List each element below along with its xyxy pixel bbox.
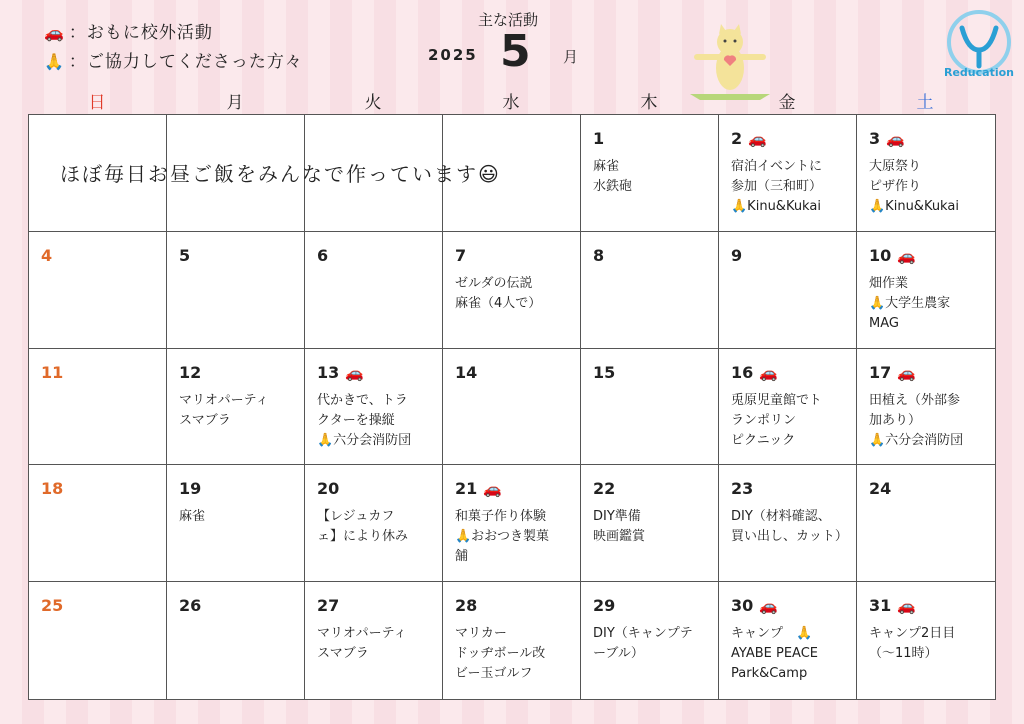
day-number — [41, 129, 156, 149]
day-number-text: 21 — [455, 479, 478, 499]
day-cell-6 — [305, 232, 443, 349]
car-icon: 🚗 — [897, 363, 916, 382]
activity-text: 【レジュカフ ェ】により休み — [317, 509, 409, 545]
day-cell-8 — [581, 232, 719, 349]
day-number-text: 14 — [455, 362, 478, 382]
day-number — [41, 596, 156, 616]
day-number — [179, 363, 294, 383]
car-icon: 🚗 — [897, 246, 916, 265]
day-number-text: 8 — [593, 245, 605, 265]
activity-text: マリオパーティ スマブラ — [179, 392, 269, 428]
day-cell-11 — [29, 349, 167, 466]
weekday-fri: 金 — [778, 93, 796, 113]
day-number-text: 1 — [593, 129, 605, 148]
day-number-text: 31 — [869, 596, 892, 616]
day-number — [869, 363, 985, 383]
praying-hands-icon: 🙏 — [44, 52, 65, 71]
day-number — [317, 129, 432, 149]
day-cell-7 — [443, 232, 581, 349]
day-number-text: 29 — [593, 596, 616, 616]
day-number-text: 13 — [317, 362, 340, 382]
activity-text: マリオパーティ スマブラ — [317, 626, 407, 662]
activity-text: マリカー ドッヂボール改 ビー玉ゴルフ — [455, 626, 546, 682]
day-number-text: 15 — [593, 362, 616, 382]
day-number — [317, 479, 432, 499]
legend-outing — [44, 18, 213, 43]
day-cell-5 — [167, 232, 305, 349]
day-cell-13 — [305, 349, 443, 466]
day-number — [317, 363, 432, 383]
day-cell-22 — [581, 465, 719, 582]
activity-text: 宿泊イベントに 参加（三和町） 🙏Kinu&Kukai — [731, 159, 823, 214]
day-number — [455, 363, 570, 383]
car-icon: 🚗 — [886, 130, 905, 148]
activity-text: キャンプ 🙏 AYABE PEACE Park&Camp — [731, 626, 818, 682]
day-number-text: 23 — [731, 479, 754, 499]
month-number: 5 — [500, 26, 531, 77]
weekday-wed: 水 — [502, 93, 520, 113]
day-number — [593, 479, 708, 499]
day-number — [41, 363, 156, 383]
legend-cooperation — [44, 47, 303, 72]
day-cell-9 — [719, 232, 857, 349]
activity-text: 田植え（外部参 加あり） 🙏六分会消防団 — [869, 392, 964, 448]
day-number-text: 11 — [41, 362, 64, 382]
day-cell-20 — [305, 465, 443, 582]
month-label: 月 — [563, 48, 579, 66]
activity-text: DIY（キャンプテ ーブル） — [593, 626, 693, 662]
day-cell-29 — [581, 582, 719, 699]
day-number — [179, 596, 294, 616]
day-number — [455, 246, 570, 266]
legend-outing-text: ：おもに校外活動 — [68, 23, 213, 43]
car-icon: 🚗 — [483, 480, 502, 499]
day-cell-1 — [581, 115, 719, 232]
activity-text: DIY準備 映画鑑賞 — [593, 509, 646, 545]
day-cell-23 — [719, 465, 857, 582]
day-number — [41, 246, 156, 266]
day-number — [593, 363, 708, 383]
day-cell-15 — [581, 349, 719, 466]
car-icon: 🚗 — [759, 597, 778, 616]
day-number-text: 30 — [731, 596, 754, 616]
weekday-sun: 日 — [88, 93, 106, 113]
day-cell-25 — [29, 582, 167, 699]
car-icon: 🚗 — [759, 363, 778, 382]
day-number-text: 17 — [869, 362, 892, 382]
day-cell-4 — [29, 232, 167, 349]
day-cell-14 — [443, 349, 581, 466]
day-number — [593, 129, 708, 149]
day-number — [731, 596, 846, 616]
day-cell-10 — [857, 232, 995, 349]
day-number — [455, 479, 570, 499]
day-number-text: 2 — [731, 129, 743, 148]
day-number — [179, 129, 294, 149]
year-label: 2025 — [428, 46, 478, 64]
day-number — [869, 129, 985, 149]
day-number-text: 10 — [869, 245, 892, 265]
activity-text: ゼルダの伝説 麻雀（4人で） — [455, 275, 542, 311]
day-cell-28 — [443, 582, 581, 699]
calendar-grid — [28, 114, 996, 700]
activity-text: キャンプ2日目 （〜11時） — [869, 626, 956, 662]
day-number — [731, 246, 846, 266]
day-number-text: 22 — [593, 479, 616, 499]
activity-text: 畑作業 🙏大学生農家 MAG — [869, 275, 951, 331]
day-cell-27 — [305, 582, 443, 699]
activity-text: DIY（材料確認、 買い出し、カット） — [731, 509, 848, 545]
day-cell-16 — [719, 349, 857, 466]
day-cell-30 — [719, 582, 857, 699]
day-number-text: 25 — [41, 596, 64, 616]
day-cell-17 — [857, 349, 995, 466]
day-cell-3 — [857, 115, 995, 232]
weekday-mon: 月 — [226, 93, 244, 113]
legend-cooperation-text: ：ご協力してくださった方々 — [68, 52, 303, 72]
car-icon: 🚗 — [748, 130, 767, 148]
weekday-tue: 火 — [364, 93, 382, 113]
day-number — [731, 479, 846, 499]
activity-text: 麻雀 — [179, 509, 206, 525]
day-number — [593, 596, 708, 616]
day-number — [455, 129, 570, 149]
day-number-text: 18 — [41, 479, 64, 499]
banner-message: ほぼ毎日お昼ご飯をみんなで作っています😃 — [60, 162, 501, 186]
weekday-thu: 木 — [640, 93, 658, 113]
day-number-text: 19 — [179, 479, 202, 499]
page-title: 主な活動 — [478, 11, 539, 29]
day-number-text: 9 — [731, 245, 743, 265]
day-cell-2 — [719, 115, 857, 232]
activity-text: 代かきで、トラ クターを操縦 🙏六分会消防団 — [317, 392, 412, 448]
activity-text: 和菓子作り体験 🙏おおつき製菓 舗 — [455, 509, 550, 565]
day-number-text: 16 — [731, 362, 754, 382]
day-number-text: 3 — [869, 129, 881, 148]
day-number — [731, 363, 846, 383]
day-number-text: 12 — [179, 362, 202, 382]
activity-text: 大原祭り ピザ作り 🙏Kinu&Kukai — [869, 159, 959, 214]
day-cell-31 — [857, 582, 995, 699]
day-number-text: 6 — [317, 245, 329, 265]
day-number — [869, 479, 985, 499]
day-cell-26 — [167, 582, 305, 699]
car-icon: 🚗 — [897, 597, 916, 616]
day-number-text: 7 — [455, 245, 467, 265]
day-number-text: 4 — [41, 245, 53, 265]
day-number — [869, 596, 985, 616]
day-number — [179, 246, 294, 266]
day-number-text: 26 — [179, 596, 202, 616]
day-number-text: 24 — [869, 479, 892, 499]
day-number — [179, 479, 294, 499]
car-icon: 🚗 — [345, 363, 364, 382]
day-cell-19 — [167, 465, 305, 582]
day-cell-21 — [443, 465, 581, 582]
day-cell-24 — [857, 465, 995, 582]
day-number — [317, 596, 432, 616]
day-number — [455, 596, 570, 616]
day-cell-12 — [167, 349, 305, 466]
day-number-text: 5 — [179, 245, 191, 265]
day-number — [593, 246, 708, 266]
day-number — [731, 129, 846, 149]
car-icon: 🚗 — [44, 23, 65, 42]
day-number — [41, 479, 156, 499]
day-number-text: 28 — [455, 596, 478, 616]
day-number-text: 20 — [317, 479, 340, 499]
activity-text: 麻雀 水鉄砲 — [593, 159, 633, 194]
day-number-text: 27 — [317, 596, 340, 616]
day-cell-18 — [29, 465, 167, 582]
activity-text: 兎原児童館でト ランポリン ピクニック — [731, 392, 822, 448]
day-number — [869, 246, 985, 266]
day-number — [317, 246, 432, 266]
logo-text: Reducation — [944, 66, 1014, 79]
weekday-sat: 土 — [916, 93, 934, 113]
